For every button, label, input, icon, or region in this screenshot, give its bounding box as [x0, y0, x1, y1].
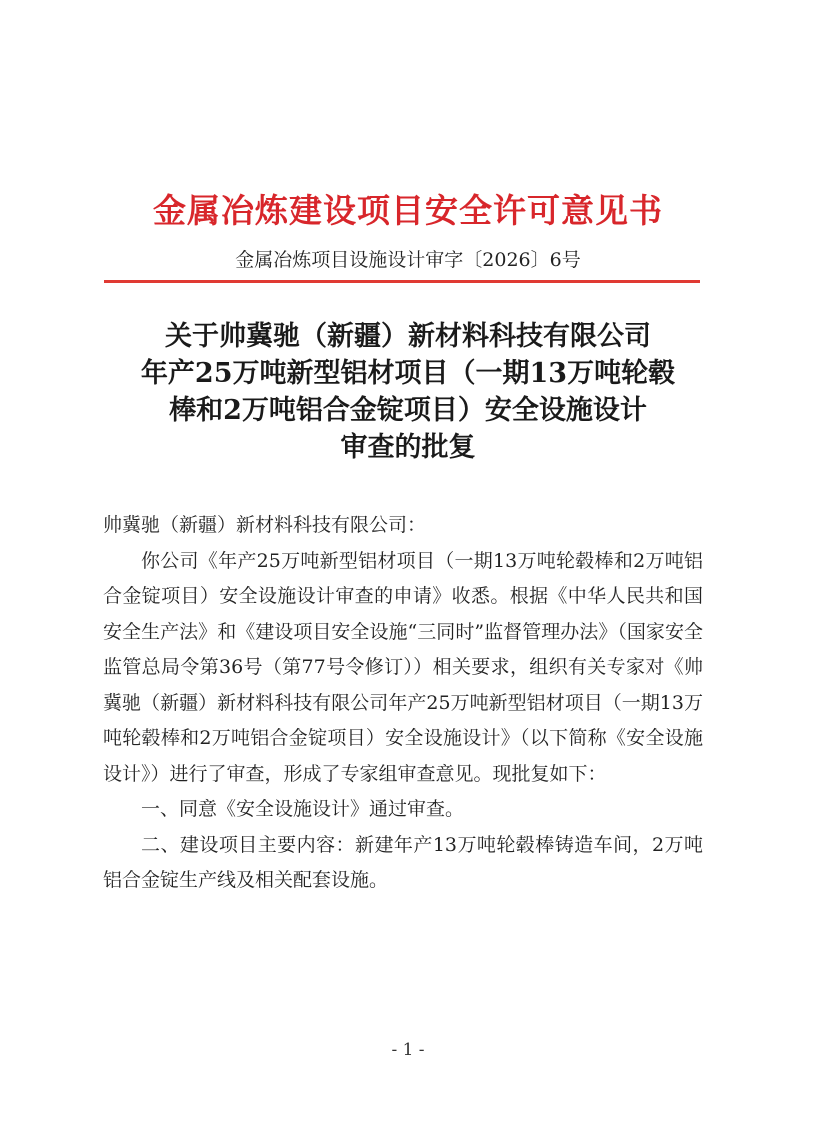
subject-line: 关于帅冀驰（新疆）新材料科技有限公司: [165, 321, 651, 352]
red-divider-line: [104, 280, 700, 283]
document-body: [103, 508, 703, 899]
page-number: - 1 -: [391, 1040, 425, 1060]
addressee: 帅冀驰（新疆）新材料科技有限公司：: [103, 514, 427, 536]
body-paragraph: 你公司《年产25万吨新型铝材项目（一期13万吨轮毂棒和2万吨铝合金锭项目）安全设施设计审查的申请》收悉。根据《中华人民共和国安全生产法》和《建设项目安全设施“三同时”监督管理办法》（国家安全监管总局令第36号（第77号令修订））相关要求，组织有关专家对《帅冀驰（新疆）新材料科技有限公司年产25万吨新型铝材项目（一期13万吨轮毂棒和2万吨铝合金锭项目）安全设施设计》（以下简称《安全设施设计》）进行了审查，形成了专家组审查意见。现批复如下：: [103, 549, 703, 785]
subject-line: 棒和2万吨铝合金锭项目）安全设施设计: [169, 395, 647, 426]
body-paragraph: 一、同意《安全设施设计》通过审查。: [141, 798, 465, 820]
header-title: 金属冶炼建设项目安全许可意见书: [153, 191, 663, 230]
subject-line: 年产25万吨新型铝材项目（一期13万吨轮毂: [140, 358, 676, 389]
document-number: 金属冶炼项目设施设计审字〔2026〕6号: [235, 249, 581, 271]
body-paragraph: 二、建设项目主要内容：新建年产13万吨轮毂棒铸造车间，2万吨铝合金锭生产线及相关配套设施。: [103, 833, 703, 891]
subject-title: [100, 318, 716, 466]
subject-line: 审查的批复: [340, 432, 476, 463]
